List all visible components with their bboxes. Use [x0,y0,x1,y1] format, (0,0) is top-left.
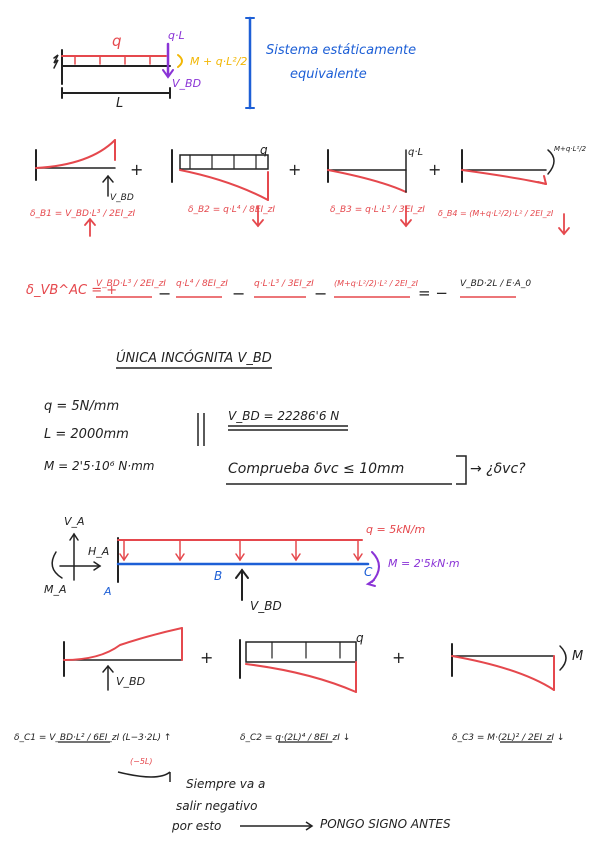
equivalent-note-line1: Sistema estáticamente [266,43,417,58]
footnote-line1: Siempre va a [186,777,266,791]
eq-term5: V_BD·2L / E·A_0 [460,279,532,289]
beam2-HA: H_A [88,545,110,558]
check-question: → ¿δvc? [470,461,526,477]
footnote-line3: por esto [172,819,222,833]
s2-vbd: V_BD [116,675,146,688]
eq-rhs: = − [418,284,448,302]
beam2-VA: V_A [64,515,85,528]
beam2-B: B [214,569,223,583]
delta-c2: δ_C2 = q·(2L)⁴ / 8EI_zI ↓ [240,733,351,743]
top-q-label: q [112,32,122,50]
footnote-line2: salir negativo [176,799,258,813]
top-qL-label: q·L [168,29,185,42]
data-q: q = 5N/mm [44,399,120,414]
s4-moment-label: M+q·L²/2 [554,145,587,153]
delta-c3: δ_C3 = M·(2L)² / 2EI_zI ↓ [452,733,565,743]
beam2-q: q = 5kN/m [366,523,426,536]
beam2-C: C [364,565,373,579]
delta-c1: δ_C1 = V_BD·L² / 6EI_zI (L−3·2L) ↑ [14,733,172,743]
s2-M: M [572,649,584,664]
s1-vbd-label: V_BD [110,193,134,203]
s2-q-label: q [260,143,268,157]
top-vbd-label: V_BD [172,77,202,90]
top-L-label: L [116,96,124,111]
eq-term2: q·L⁴ / 8EI_zI [176,279,228,289]
beam2-diagram [52,534,379,600]
data-L: L = 2000mm [44,427,129,442]
s2-q: q [356,631,364,645]
superposition-diagrams [36,140,569,236]
delta-b2: δ_B2 = q·L⁴ / 8EI_zI [188,205,276,215]
plus-1: + [130,160,144,179]
unknown-title: ÚNICA INCÓGNITA V_BD [116,351,272,366]
equivalent-note-line2: equivalente [290,67,367,82]
beam2-A: A [104,585,112,598]
footnote-conclusion: PONGO SIGNO ANTES [320,817,451,831]
s3-qL-label: q·L [408,147,424,158]
eq-term3: q·L·L³ / 3EI_zI [254,279,314,289]
beam2-vbd: V_BD [250,599,282,613]
delta-c1-note: (−5L) [130,757,153,766]
check-condition: Comprueba δvc ≤ 10mm [228,461,405,477]
delta-b3: δ_B3 = q·L·L³ / 3EI_zI [330,205,425,215]
delta-b4: δ_B4 = (M+q·L²/2)·L² / 2EI_zI [438,209,554,218]
eq-minus-1: − [158,284,172,303]
eq-minus-3: − [314,284,328,303]
beam2-M: M = 2'5kN·m [388,557,460,570]
eq-minus-2: − [232,284,246,303]
plus-3: + [428,160,442,179]
eq-term4: (M+q·L²/2)·L² / 2EI_zI [334,279,418,288]
beam2-MA: M_A [44,583,67,596]
plus-4: + [200,648,214,667]
delta-b1: δ_B1 = V_BD·L³ / 2EI_zI [30,209,136,219]
plus-2: + [288,160,302,179]
data-M: M = 2'5·10⁶ N·mm [44,459,155,473]
eq-lhs: δ_VB^AC = + [26,283,118,298]
eq-term1: V_BD·L³ / 2EI_zI [96,279,166,289]
plus-5: + [392,648,406,667]
vbd-result: V_BD = 22286'6 N [228,409,340,423]
top-moment-label: M + q·L²/2 [190,55,248,68]
